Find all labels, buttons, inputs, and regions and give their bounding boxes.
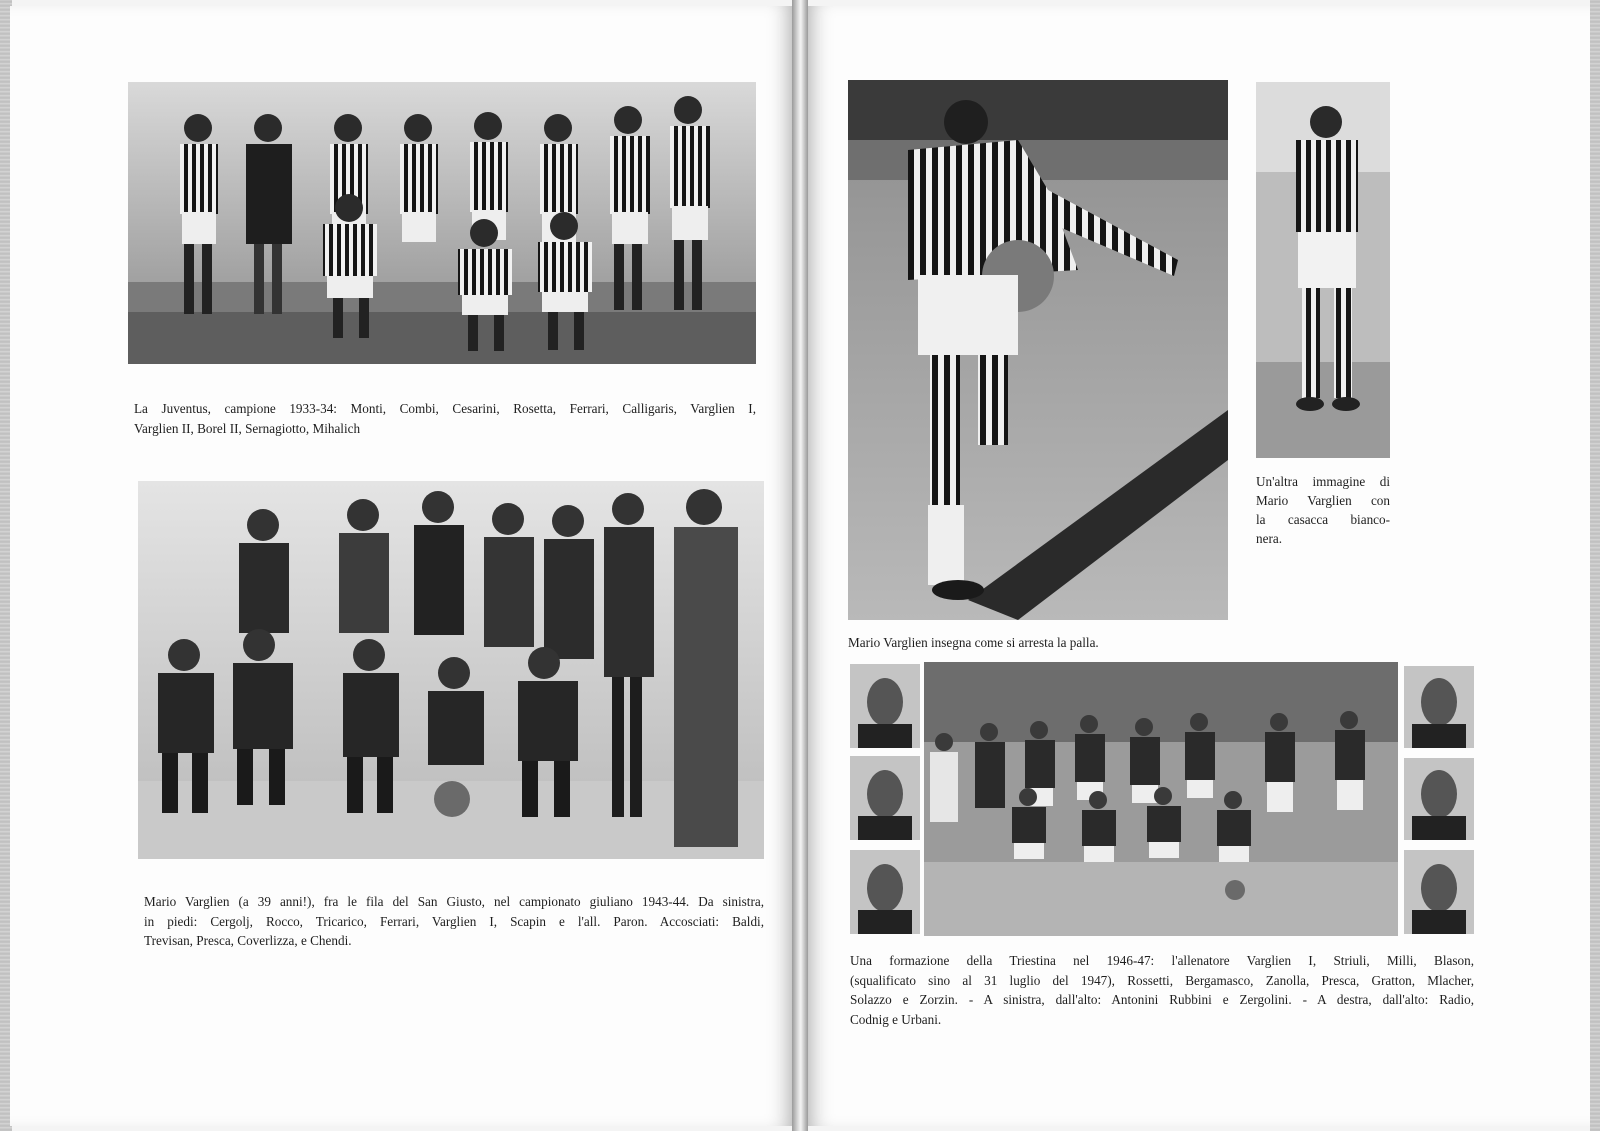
varglien-portrait-caption [1256,472,1390,548]
caption-line: Trevisan, Presca, Coverlizza, e Chendi. [144,933,352,948]
page-edges-right [1590,0,1600,1131]
varglien-ball-photo [848,80,1228,620]
caption-line: Mario Varglien insegna come si arresta la palla. [848,635,1099,650]
varglien-portrait-photo [1256,82,1390,458]
caption-line: Mario Varglien (a 39 anni!), fra le fila del San Giusto, nel campionato giuliano 1943-44. Da sinistra, [144,894,764,909]
juventus-team-photo [128,82,756,364]
caption-line: Mario Varglien con [1256,493,1390,508]
caption-line: Codnig e Urbani. [850,1011,942,1027]
juventus-caption [134,399,756,438]
varglien-ball-caption [848,633,1228,653]
caption-line: Un'altra immagine di [1256,474,1390,489]
triestina-team-photo [924,662,1398,936]
caption-line: la casacca bianco- [1256,512,1390,527]
caption-line: in piedi: Cergolj, Rocco, Tricarico, Ferrari, Varglien I, Scapin e l'all. Paron. Accosciati: Baldi, [144,913,764,929]
san-giusto-team-photo [138,481,764,859]
caption-line: (squalificato sino al 31 luglio del 1947), Rossetti, Bergamasco, Zanolla, Presca, Gratton, Mlacher, [850,972,1474,988]
triestina-right-headshots [1404,662,1474,936]
caption-line: Una formazione della Triestina nel 1946-47: l'allenatore Varglien I, Striuli, Milli, Blason, [850,953,1474,968]
san-giusto-caption [144,892,764,951]
caption-line: Solazzo e Zorzin. - A sinistra, dall'alto: Antonini Rubbini e Zergolini. - A destra, dall'alto: Radio, [850,992,1474,1007]
triestina-left-headshots [850,662,920,936]
caption-line: Varglien II, Borel II, Sernagiotto, Mihalich [134,420,361,436]
caption-line: nera. [1256,531,1282,546]
triestina-caption [850,951,1474,1029]
caption-line: La Juventus, campione 1933-34: Monti, Combi, Cesarini, Rosetta, Ferrari, Calligaris, Varglien I, [134,401,756,416]
book-gutter [792,0,808,1131]
